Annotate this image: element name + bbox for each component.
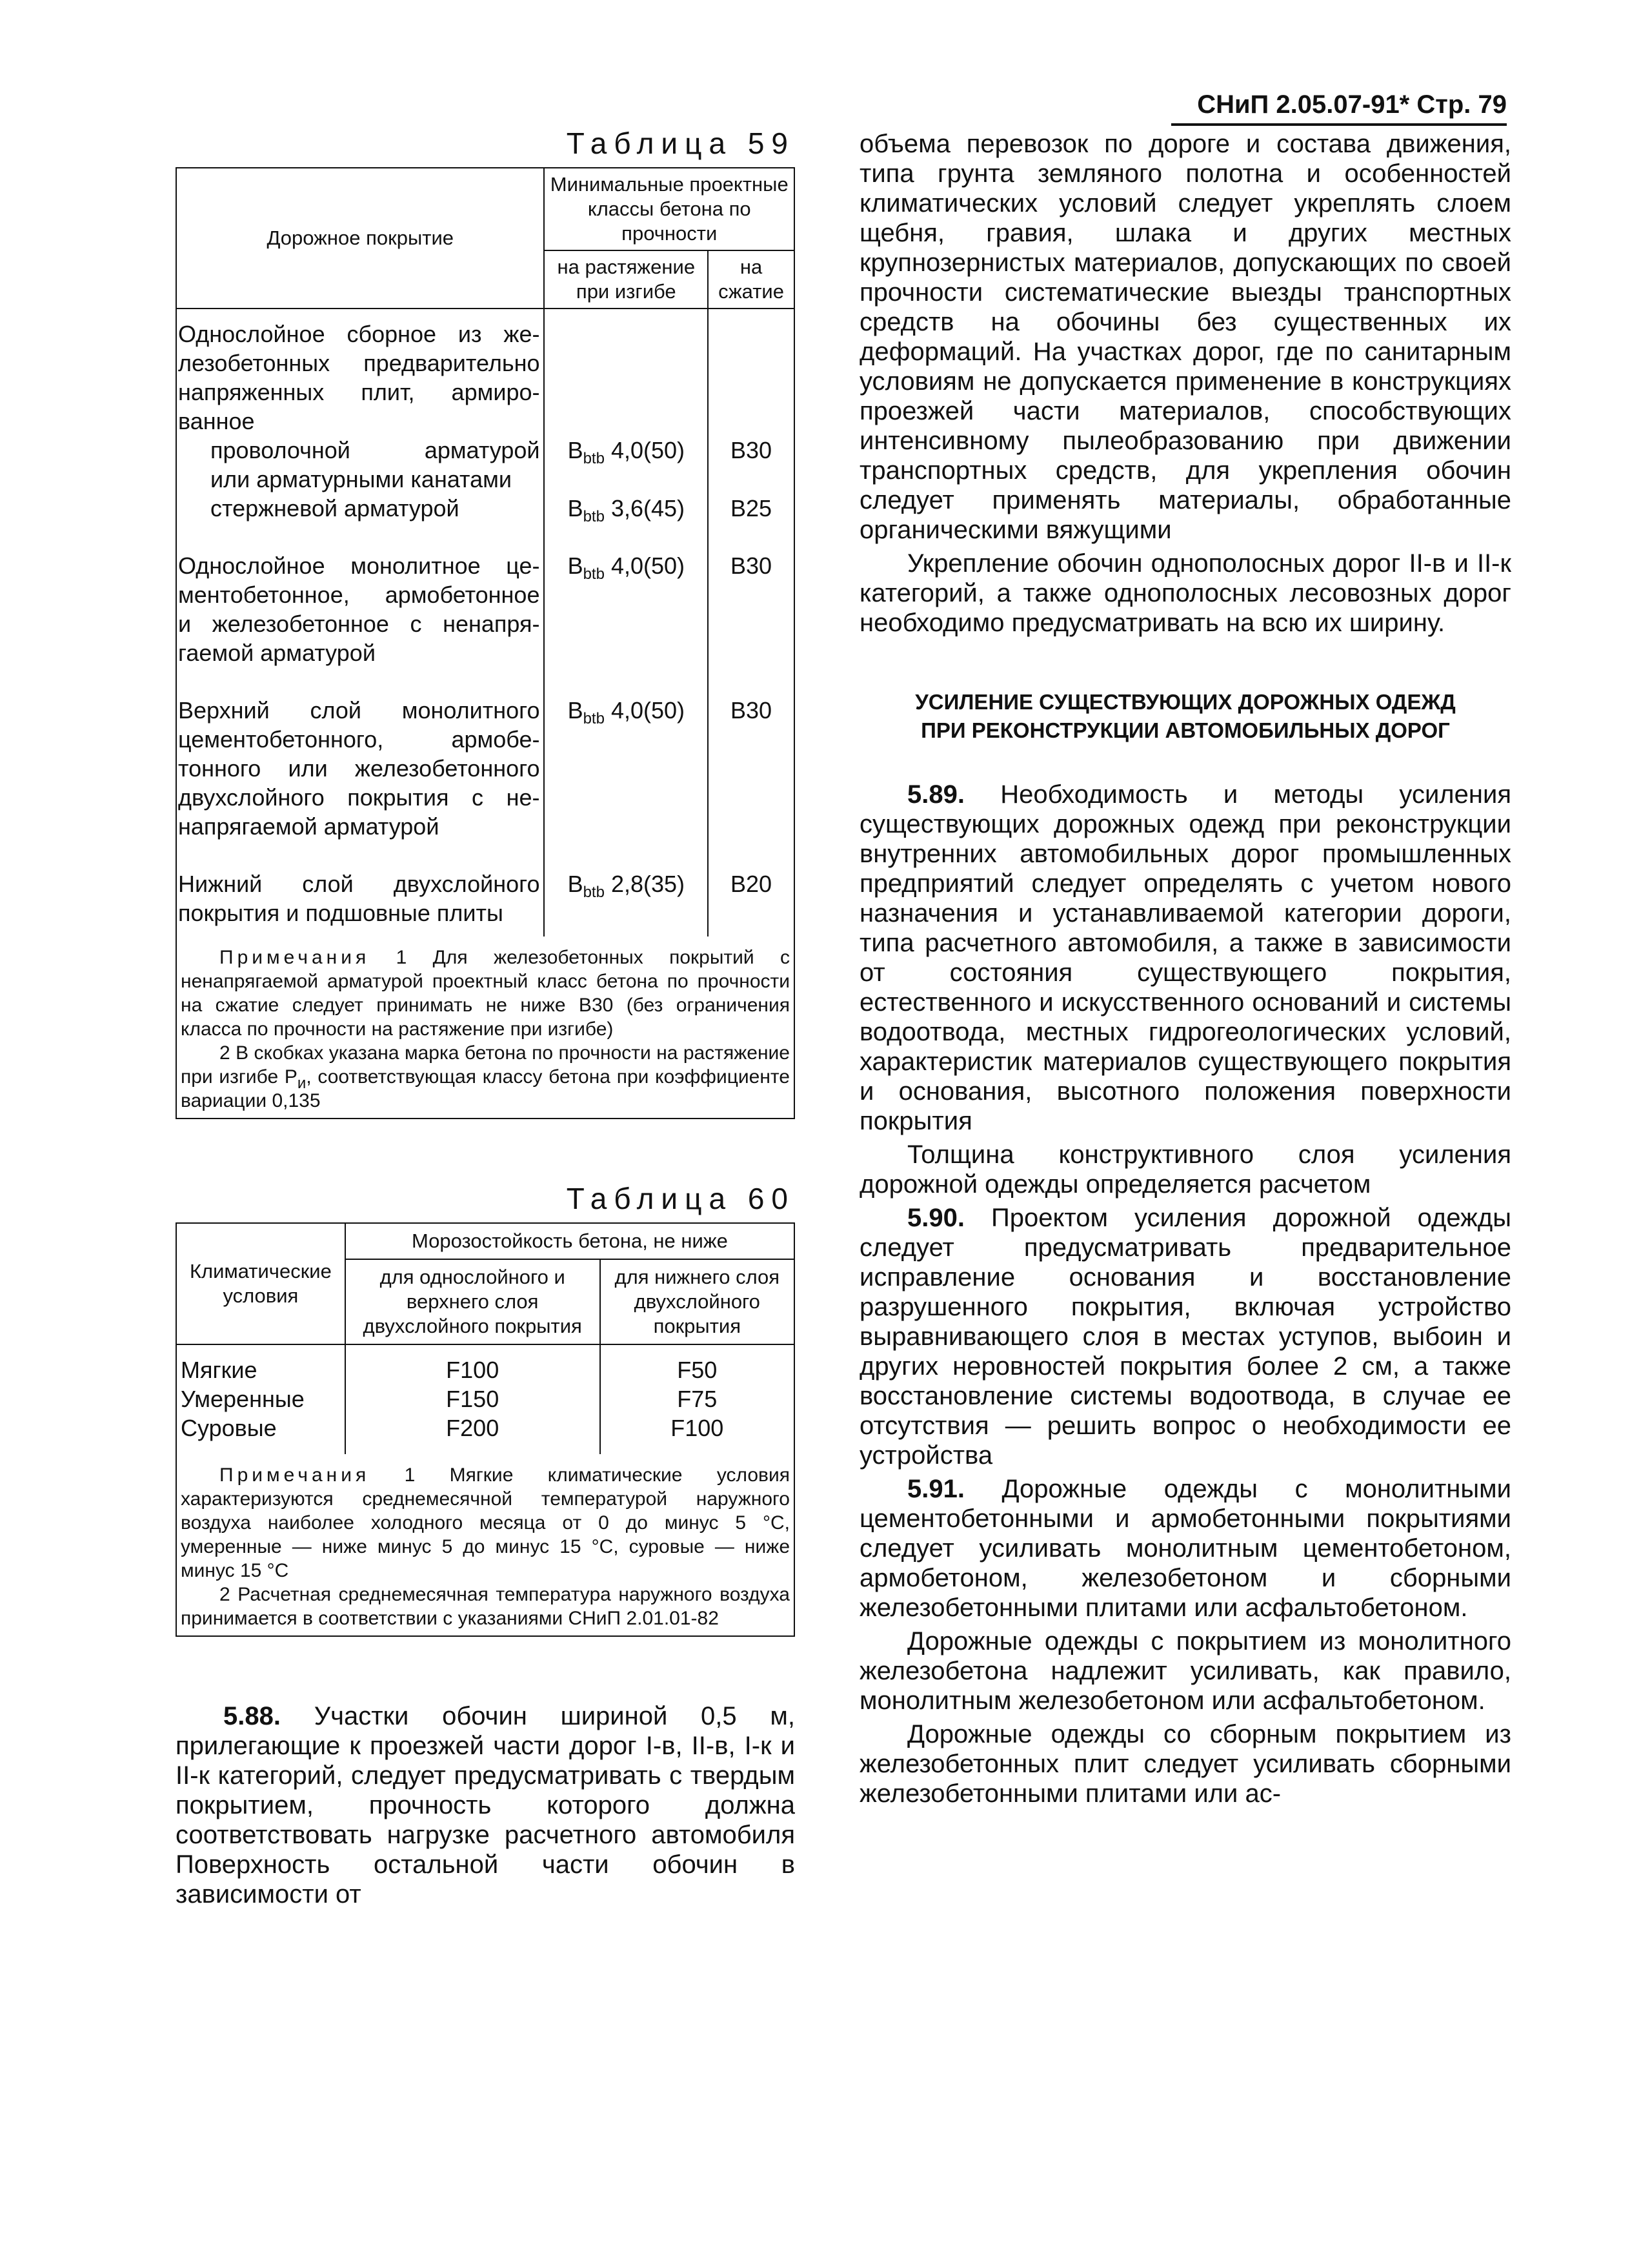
table-row bbox=[176, 523, 794, 667]
col-header-lower: для нижнего слоя двухслойного покрытия bbox=[600, 1259, 794, 1344]
paragraph-5-88 bbox=[176, 1701, 795, 1909]
note-2-part-a: 2 В скобках указана марка бетона по прочности на растяжение при изгибе Р bbox=[181, 1042, 790, 1088]
tension-value: 2,8(35) bbox=[610, 871, 685, 897]
cell-compression: В20 bbox=[708, 841, 794, 937]
table-60-title: Таблица 60 bbox=[566, 1182, 795, 1215]
cell-line: стержневой арматурой bbox=[210, 495, 459, 521]
cell-tension bbox=[544, 309, 708, 436]
notes-label: Примечания bbox=[219, 947, 370, 968]
left-column bbox=[176, 126, 795, 1909]
col-header-frost: Морозостойкость бетона, не ниже bbox=[345, 1223, 794, 1259]
cell-tension bbox=[544, 494, 708, 523]
paragraph-text: Дорожные одежды с монолитными цементобетонными и армобетонными покрытиями следует усиливать монолитным цементобетоном, армобетоном, железобетоном и сборными железобетонными плитами или асфальтобетоном. bbox=[860, 1475, 1511, 1622]
col-header-tension: на растяжение при изгибе bbox=[544, 250, 708, 309]
note-1: 1 Для железобетонных покрытий с ненапрягаемой арматурой проектный класс бетона по прочности на сжатие следует принимать не ниже В30 (без ограничения класса по прочности на растяжение при изгибе) bbox=[181, 947, 790, 1040]
cell-compression: В30 bbox=[708, 667, 794, 841]
cell-tension bbox=[544, 667, 708, 841]
table-row bbox=[176, 1344, 794, 1384]
cell-tension bbox=[544, 436, 708, 494]
tension-value: 4,0(50) bbox=[610, 437, 685, 463]
class-subscript: btb bbox=[583, 710, 605, 727]
class-subscript: btb bbox=[583, 508, 605, 525]
cell-line: проволочной арматурой bbox=[210, 437, 540, 463]
paragraph-number: 5.90. bbox=[907, 1204, 965, 1232]
table-59-title: Таблица 59 bbox=[566, 127, 795, 160]
cell-line: гаемой арматурой bbox=[178, 640, 376, 666]
table-59-body bbox=[176, 309, 794, 937]
table-60 bbox=[176, 1222, 795, 1454]
table-59-notes bbox=[176, 937, 795, 1119]
cell-line: Нижний слой двухслойного bbox=[178, 871, 540, 897]
tension-value: 3,6(45) bbox=[610, 495, 685, 521]
table-row bbox=[176, 1413, 794, 1454]
cell-compression: В30 bbox=[708, 523, 794, 667]
cell-surface bbox=[176, 309, 544, 436]
cell-line: и железобетонное с ненапря- bbox=[178, 611, 540, 637]
cell-surface bbox=[176, 494, 544, 523]
note-2-part-b: , соответствующая классу бетона при коэффициенте вариации 0,135 bbox=[181, 1066, 790, 1111]
note-1: 1 Мягкие климатические условия характеризуются среднемесячной температурой наружного воздуха наиболее холодного месяца от 0 до минус 5 °С, умеренные — ниже минус 5 до минус 15 °С, суровые — ниже минус 15 °С bbox=[181, 1464, 790, 1581]
tension-value: 4,0(50) bbox=[610, 697, 685, 724]
cell-surface bbox=[176, 841, 544, 937]
paragraph-5-89-b: Толщина конструктивного слоя усиления дорожной одежды определяется расчетом bbox=[860, 1140, 1511, 1199]
paragraph-shoulders: Укрепление обочин однополосных дорог II-в и II-к категорий, а также однополосных лесовозных дорог необходимо предусматривать на всю их ширину. bbox=[860, 549, 1511, 637]
class-letter: В bbox=[567, 552, 583, 579]
table-row bbox=[176, 436, 794, 494]
cell-lower: F75 bbox=[600, 1384, 794, 1413]
cell-compression: В25 bbox=[708, 494, 794, 523]
cell-surface bbox=[176, 436, 544, 494]
table-59 bbox=[176, 167, 795, 937]
cell-line: покрытия и подшовные плиты bbox=[178, 900, 503, 926]
right-column bbox=[860, 129, 1511, 1808]
cell-line: цементобетонного, армобе- bbox=[178, 726, 540, 753]
class-letter: В bbox=[567, 871, 583, 897]
running-header: СНиП 2.05.07-91* Стр. 79 bbox=[1171, 90, 1507, 126]
paragraph-number: 5.91. bbox=[907, 1475, 965, 1503]
tension-value: 4,0(50) bbox=[610, 552, 685, 579]
section-heading-line-1: УСИЛЕНИЕ СУЩЕСТВУЮЩИХ ДОРОЖНЫХ ОДЕЖД bbox=[915, 690, 1456, 714]
paragraph-5-91-c: Дорожные одежды со сборным покрытием из железобетонных плит следует усиливать сборными железобетонными плитами или ас- bbox=[860, 1720, 1511, 1808]
cell-line: ванное bbox=[178, 408, 255, 434]
cell-upper: F200 bbox=[345, 1413, 600, 1454]
note-2: 2 Расчетная среднемесячная температура наружного воздуха принимается в соответствии с указаниями СНиП 2.01.01-82 bbox=[181, 1584, 790, 1629]
cell-line: тонного или железобетонного bbox=[178, 755, 540, 782]
cell-compression: В30 bbox=[708, 436, 794, 494]
section-heading-line-2: ПРИ РЕКОНСТРУКЦИИ АВТОМОБИЛЬНЫХ ДОРОГ bbox=[921, 718, 1450, 742]
cell-climate: Суровые bbox=[176, 1413, 345, 1454]
paragraph-text: Необходимость и методы усиления существующих дорожных одежд при реконструкции внутренних автомобильных дорог промышленных предприятий следует определять с учетом нового назначения и устанавливаемой категории дороги, типа расчетного автомобиля, а также в зависимости от состояния существующего покрытия, естественного и искусственного оснований и системы водоотвода, местных гидрогеологических условий, характеристик материалов существующего покрытия и основания, высотного положения поверхности покрытия bbox=[860, 780, 1511, 1135]
cell-tension bbox=[544, 841, 708, 937]
paragraph-5-91-b: Дорожные одежды с покрытием из монолитного железобетона надлежит усиливать, как правило, монолитным железобетоном или асфальтобетоном. bbox=[860, 1627, 1511, 1715]
cell-lower: F100 bbox=[600, 1413, 794, 1454]
col-header-climate: Климатические условия bbox=[176, 1223, 345, 1344]
class-subscript: btb bbox=[583, 884, 605, 901]
col-header-compression: на сжатие bbox=[708, 250, 794, 309]
cell-compression bbox=[708, 309, 794, 436]
cell-climate: Мягкие bbox=[176, 1344, 345, 1384]
cell-surface bbox=[176, 523, 544, 667]
table-60-notes bbox=[176, 1454, 795, 1637]
paragraph-number: 5.89. bbox=[907, 780, 965, 809]
section-heading bbox=[860, 688, 1511, 745]
cell-line: лезобетонных предварительно bbox=[178, 350, 540, 376]
cell-line: Однослойное сборное из же- bbox=[178, 321, 540, 347]
paragraph-number: 5.88. bbox=[223, 1702, 281, 1730]
col-header-min-classes: Минимальные проектные классы бетона по прочности bbox=[544, 168, 794, 250]
class-letter: В bbox=[567, 495, 583, 521]
class-subscript: btb bbox=[583, 450, 605, 467]
table-row bbox=[176, 494, 794, 523]
cell-tension bbox=[544, 523, 708, 667]
table-row bbox=[176, 1384, 794, 1413]
paragraph-text: Проектом усиления дорожной одежды следует предусматривать предварительное исправление основания и восстановление разрушенного покрытия, включая устройство выравнивающего слоя в местах уступов, выбоин и других неровностей покрытия более 2 см, а также восстановление системы водоотвода, в случае ее отсутствия — решить вопрос о необходимости ее устройства bbox=[860, 1204, 1511, 1470]
cell-line: двухслойного покрытия с не- bbox=[178, 784, 540, 811]
cell-upper: F100 bbox=[345, 1344, 600, 1384]
table-60-body bbox=[176, 1344, 794, 1454]
cell-line: напряженных плит, армиро- bbox=[178, 379, 540, 405]
cell-surface bbox=[176, 667, 544, 841]
col-header-single-upper: для однослойного и верхнего слоя двухслойного покрытия bbox=[345, 1259, 600, 1344]
cell-climate: Умеренные bbox=[176, 1384, 345, 1413]
notes-label: Примечания bbox=[219, 1464, 370, 1486]
paragraph-text: Участки обочин шириной 0,5 м, прилегающие к проезжей части дорог I-в, II-в, I-к и II-к категорий, следует предусматривать с твердым покрытием, прочность которого должна соответствовать нагрузке расчетного автомобиля Поверхность остальной части обочин в зависимости от bbox=[176, 1702, 795, 1909]
table-row bbox=[176, 309, 794, 436]
cell-lower: F50 bbox=[600, 1344, 794, 1384]
paragraph-5-89 bbox=[860, 780, 1511, 1136]
cell-upper: F150 bbox=[345, 1384, 600, 1413]
note-2-subscript: и bbox=[297, 1075, 307, 1092]
col-header-surface: Дорожное покрытие bbox=[176, 168, 544, 309]
class-subscript: btb bbox=[583, 565, 605, 583]
paragraph-5-91 bbox=[860, 1474, 1511, 1623]
cell-line: ментобетонное, армобетонное bbox=[178, 582, 540, 608]
table-row bbox=[176, 667, 794, 841]
cell-line: напрягаемой арматурой bbox=[178, 813, 439, 840]
class-letter: В bbox=[567, 437, 583, 463]
paragraph-5-90 bbox=[860, 1203, 1511, 1470]
paragraph-continuation: объема перевозок по дороге и состава движения, типа грунта земляного полотна и особенностей климатических условий следует укреплять слоем щебня, гравия, шлака и других местных крупнозернистых материалов, допускающих по своей прочности систематические выезды транспортных средств на обочины без существенных их деформаций. На участках дорог, где по санитарным условиям не допускается применение в конструкциях проезжей части материалов, способствующих интенсивному пылеобразованию при движении транспортных средств, для укрепления обочин следует применять материалы, обработанные органическими вяжущими bbox=[860, 130, 1511, 544]
table-row bbox=[176, 841, 794, 937]
cell-line: или арматурными канатами bbox=[210, 466, 512, 492]
class-letter: В bbox=[567, 697, 583, 724]
cell-line: Верхний слой монолитного bbox=[178, 697, 540, 724]
cell-line: Однослойное монолитное це- bbox=[178, 552, 540, 579]
